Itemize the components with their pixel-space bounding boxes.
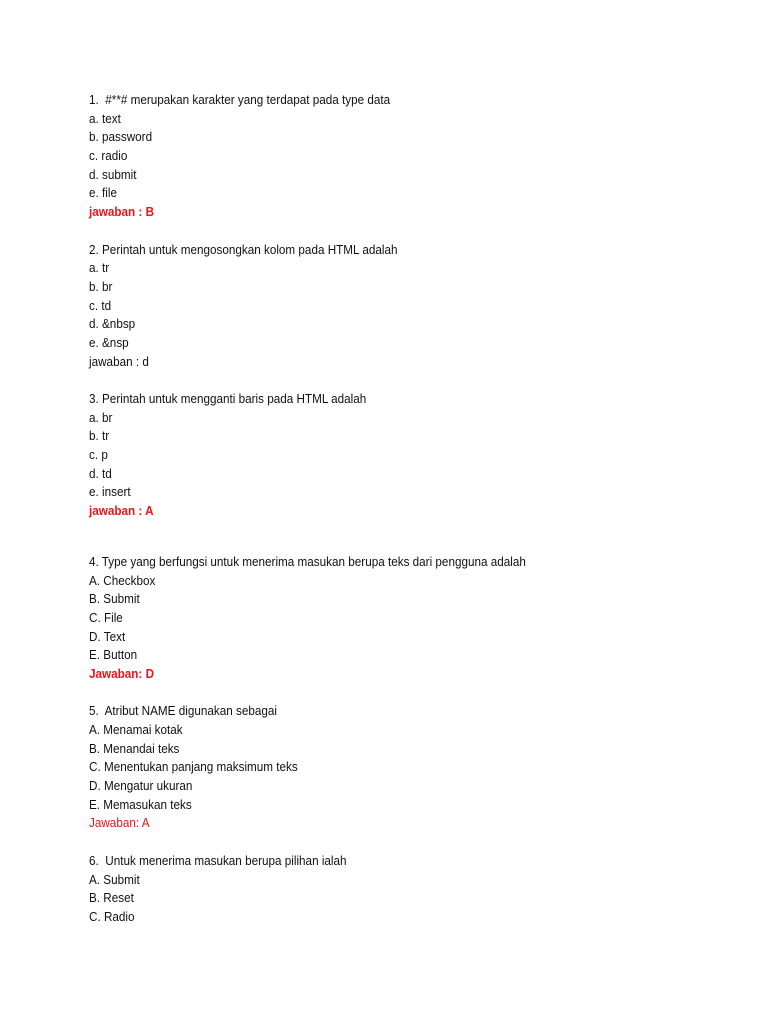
question-text: 4. Type yang berfungsi untuk menerima masukan berupa teks dari pengguna adalah — [89, 553, 526, 569]
option-d: D. Text — [89, 628, 126, 644]
answer-text: Jawaban: A — [89, 815, 150, 831]
question-text: 6. Untuk menerima masukan berupa pilihan ialah — [89, 852, 347, 868]
option-e: e. &nsp — [89, 334, 129, 350]
option-c: c. p — [89, 447, 108, 463]
option-a: A. Checkbox — [89, 572, 156, 588]
answer-text: jawaban : A — [89, 503, 154, 519]
document-page — [89, 91, 749, 927]
option-d: d. submit — [89, 166, 137, 182]
option-a: a. br — [89, 409, 113, 425]
option-a: A. Menamai kotak — [89, 722, 183, 737]
question-3 — [89, 390, 749, 521]
option-d: d. td — [89, 465, 112, 481]
question-1 — [89, 91, 749, 222]
option-a: A. Submit — [89, 871, 140, 887]
question-text: 1. #**# merupakan karakter yang terdapat pada type data — [89, 92, 391, 107]
option-b: B. Submit — [89, 591, 140, 607]
option-e: e. file — [89, 185, 117, 201]
question-text: 5. Atribut NAME digunakan sebagai — [89, 703, 277, 719]
option-c: c. td — [89, 297, 112, 313]
option-e: e. insert — [89, 484, 131, 500]
option-d: d. &nbsp — [89, 316, 136, 332]
question-text: 3. Perintah untuk mengganti baris pada HTML adalah — [89, 391, 367, 406]
question-6 — [89, 852, 749, 927]
option-b: B. Reset — [89, 890, 134, 906]
option-a: a. text — [89, 110, 121, 126]
question-text: 2. Perintah untuk mengosongkan kolom pada HTML adalah — [89, 241, 398, 257]
option-b: b. password — [89, 129, 153, 145]
option-a: a. tr — [89, 260, 110, 276]
option-c: C. Menentukan panjang maksimum teks — [89, 759, 298, 775]
answer-text: Jawaban: D — [89, 665, 155, 681]
option-d: D. Mengatur ukuran — [89, 778, 193, 794]
option-b: b. tr — [89, 428, 110, 444]
answer-text: jawaban : B — [89, 204, 155, 220]
option-b: B. Menandai teks — [89, 740, 180, 756]
option-e: E. Memasukan teks — [89, 796, 192, 812]
option-e: E. Button — [89, 647, 138, 663]
question-4 — [89, 553, 749, 684]
option-c: C. File — [89, 609, 123, 625]
option-b: b. br — [89, 278, 113, 294]
option-c: C. Radio — [89, 908, 135, 924]
option-c: c. radio — [89, 148, 128, 164]
question-2 — [89, 241, 749, 372]
answer-text: jawaban : d — [89, 353, 149, 369]
question-5 — [89, 702, 749, 833]
